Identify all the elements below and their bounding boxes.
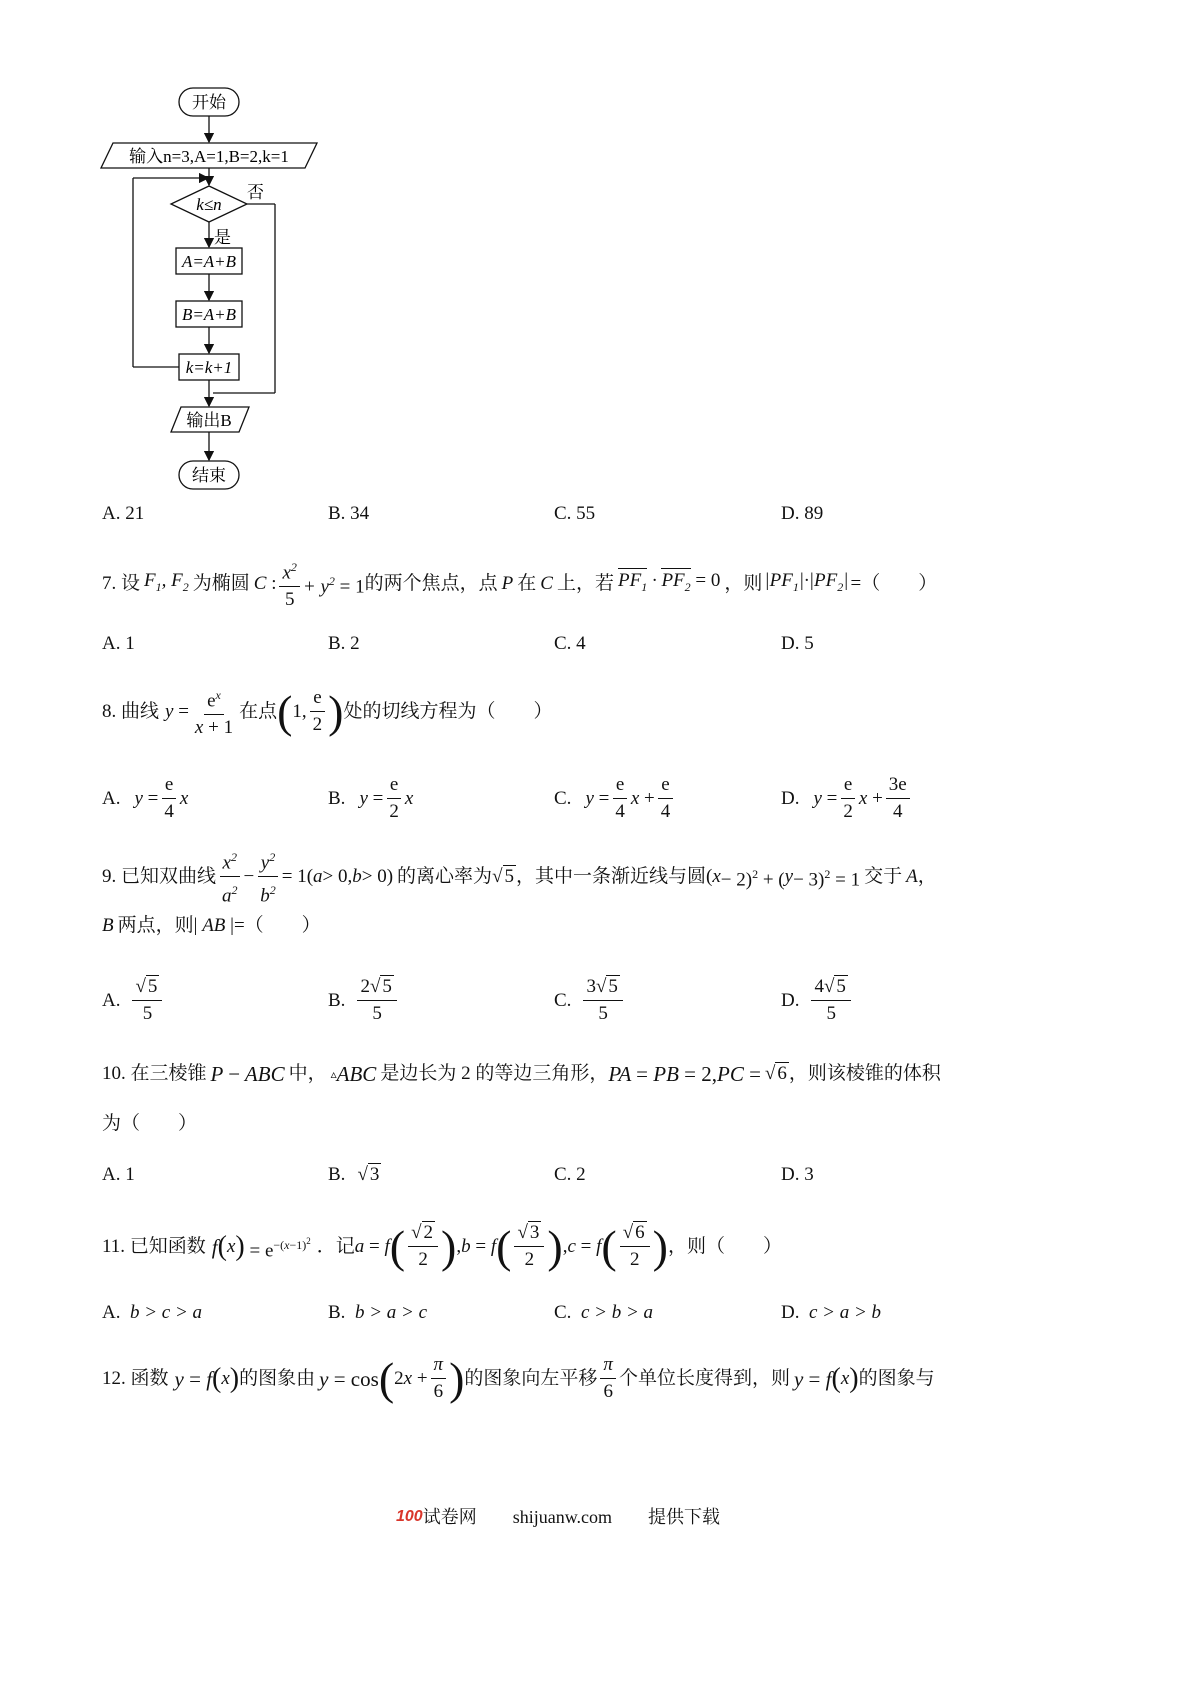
- q9-stem: 9. 已知双曲线 $\frac{x^2}{a^2}$ − $\frac{y^2}{b^2}$ = 1( a > 0, b > 0) 的离心率为 √ 5 ，其中一条渐近线与圆 ( x − 2)$^2$ + ( y − 3)$^2$ = 1 交于 A ，: [102, 846, 937, 908]
- q7-fraction: $\frac{x^2}{5}$: [279, 556, 299, 611]
- q6-option-b[interactable]: B. 34: [328, 503, 370, 524]
- step2-label: B=A+B: [181, 305, 237, 324]
- q10-text-2: 是边长为 2 的等边三角形，: [380, 1063, 609, 1084]
- q9-number: 9. 已知双曲线: [102, 865, 217, 887]
- q8-number: 8. 曲线: [102, 700, 160, 722]
- q8-option-c[interactable]: C. y = $\frac{e}{4}$ x + $\frac{e}{4}$: [554, 774, 676, 823]
- q12-stem: 12. 函数 y = f ( x ) 的图象由 y = cos ( 2 x + $\frac{\pi}{6}$ ) 的图象向左平移 $\frac{\pi}{6}$ 个单位长度得到，则 y = f ( x ) 的图象与: [102, 1352, 935, 1404]
- q10-stem-line2: 为（ ）: [102, 1113, 198, 1134]
- q12-text-2: 的图象向左平移: [464, 1367, 598, 1389]
- q8-option-d[interactable]: D. y = $\frac{e}{2}$ x + $\frac{3e}{4}$: [781, 774, 913, 823]
- site-url[interactable]: shijuanw.com: [512, 1507, 613, 1527]
- q6-option-c[interactable]: C. 55: [554, 503, 596, 524]
- q10-option-b[interactable]: B. √ 3: [328, 1164, 380, 1185]
- q6-option-a[interactable]: A. 21: [102, 503, 145, 524]
- q11-option-b[interactable]: B. b > a > c: [328, 1302, 428, 1323]
- q7-option-c[interactable]: C. 4: [554, 633, 586, 654]
- step3-label: k=k+1: [185, 358, 233, 377]
- q7-option-a[interactable]: A. 1: [102, 633, 135, 654]
- output-label: 输出B: [186, 411, 232, 430]
- q8-text-2: 处的切线方程为（ ）: [343, 700, 553, 722]
- q11-option-d[interactable]: D. c > a > b: [781, 1302, 882, 1323]
- q11-text-2: ，则（ ）: [667, 1235, 782, 1257]
- q7-text-2: 的两个焦点，点: [364, 572, 498, 594]
- q11-option-c[interactable]: C. c > b > a: [554, 1302, 654, 1323]
- q7-stem: 7. 设 $F_1$, $F_2$ 为椭圆 C : $\frac{x^2}{5}$ + $y^2 = 1$ 的两个焦点，点 P 在 C 上，若 $PF_1 \cdot PF_2 = 0$ ，则 $|PF_1|\cdot|PF_2|$ =（ ）: [102, 556, 937, 611]
- q7-text-6: =（ ）: [850, 572, 938, 594]
- q7-number: 7. 设: [102, 572, 141, 594]
- step1-label: A=A+B: [181, 252, 237, 271]
- q9-option-a[interactable]: A. $\frac{√ 5}{5}$: [102, 976, 165, 1025]
- flowchart: [95, 80, 335, 500]
- q9-text-3: 交于: [864, 865, 903, 887]
- footer-note: 提供下载: [648, 1507, 721, 1527]
- q10-text-3: ，则该棱锥的体积: [788, 1063, 941, 1084]
- yes-label: 是: [214, 228, 231, 247]
- q9-option-d[interactable]: D. $\frac{4√ 5}{5}$: [781, 976, 854, 1025]
- condition-label: k≤n: [196, 195, 222, 214]
- q7-text-4: 上，若: [556, 572, 614, 594]
- q8-option-b[interactable]: B. y = $\frac{e}{2}$ x: [328, 774, 414, 822]
- q11-option-a[interactable]: A. b > c > a: [102, 1302, 203, 1323]
- q7-text-1: 为椭圆: [192, 572, 250, 594]
- q10-option-c[interactable]: C. 2: [554, 1164, 586, 1185]
- q10-option-a[interactable]: A. 1: [102, 1164, 135, 1185]
- q12-number: 12. 函数: [102, 1367, 169, 1389]
- q7-text-3: 在: [517, 572, 537, 594]
- start-label: 开始: [192, 93, 226, 112]
- q9-text-line2: 两点，则: [117, 915, 194, 936]
- q10-number: 10. 在三棱锥: [102, 1063, 207, 1084]
- q9-text-2: ，其中一条渐近线与圆: [516, 865, 707, 887]
- q10-stem: 10. 在三棱锥 P − ABC 中， ▵ ABC 是边长为 2 的等边三角形， PA = PB = 2,PC = √ 6 ，则该棱锥的体积: [102, 1062, 941, 1086]
- q9-stem-line2: B 两点，则 | AB | =（ ）: [102, 915, 321, 936]
- q11-number: 11. 已知函数: [102, 1235, 206, 1257]
- input-label: 输入n=3,A=1,B=2,k=1: [129, 147, 289, 166]
- end-label: 结束: [192, 466, 226, 485]
- q7-option-d[interactable]: D. 5: [781, 633, 814, 654]
- q7-text-5: ，则: [724, 572, 763, 594]
- footer: [396, 1506, 720, 1528]
- site-logo: 100: [396, 1508, 423, 1525]
- q7-option-b[interactable]: B. 2: [328, 633, 360, 654]
- q6-option-d[interactable]: D. 89: [781, 503, 824, 524]
- q12-text-1: 的图象由: [239, 1367, 316, 1389]
- q8-option-a[interactable]: A. y = $\frac{e}{4}$ x: [102, 774, 189, 822]
- no-label: 否: [247, 183, 264, 202]
- site-name: 试卷网: [422, 1507, 477, 1527]
- q9-option-b[interactable]: B. $\frac{2√ 5}{5}$: [328, 976, 400, 1025]
- q12-text-4: 的图象与: [858, 1367, 935, 1389]
- q11-stem: 11. 已知函数 f ( x ) = $e^{-(x-1)^2}$ ．记 a = f ( $\frac{√ 2}{2}$ ) , b = f ( $\frac{√ 3}{2}$ ) , c = f ( $\frac{√ 6}{2}$ ) ，则（ ）: [102, 1220, 782, 1272]
- q11-text-1: ．记: [316, 1235, 355, 1257]
- q8-text-1: 在点: [239, 700, 278, 722]
- q12-text-3: 个单位长度得到，则: [618, 1367, 790, 1389]
- q9-text-1: 的离心率为: [397, 865, 493, 887]
- q9-text-4: =（ ）: [233, 915, 321, 936]
- q8-stem: 8. 曲线 y = $\frac{e^x}{x + 1}$ 在点 ( 1, $\frac{e}{2}$ ) 处的切线方程为（ ）: [102, 685, 553, 739]
- q10-option-d[interactable]: D. 3: [781, 1164, 814, 1185]
- q10-text-1: 中，: [288, 1063, 327, 1084]
- q9-option-c[interactable]: C. $\frac{3√ 5}{5}$: [554, 976, 626, 1025]
